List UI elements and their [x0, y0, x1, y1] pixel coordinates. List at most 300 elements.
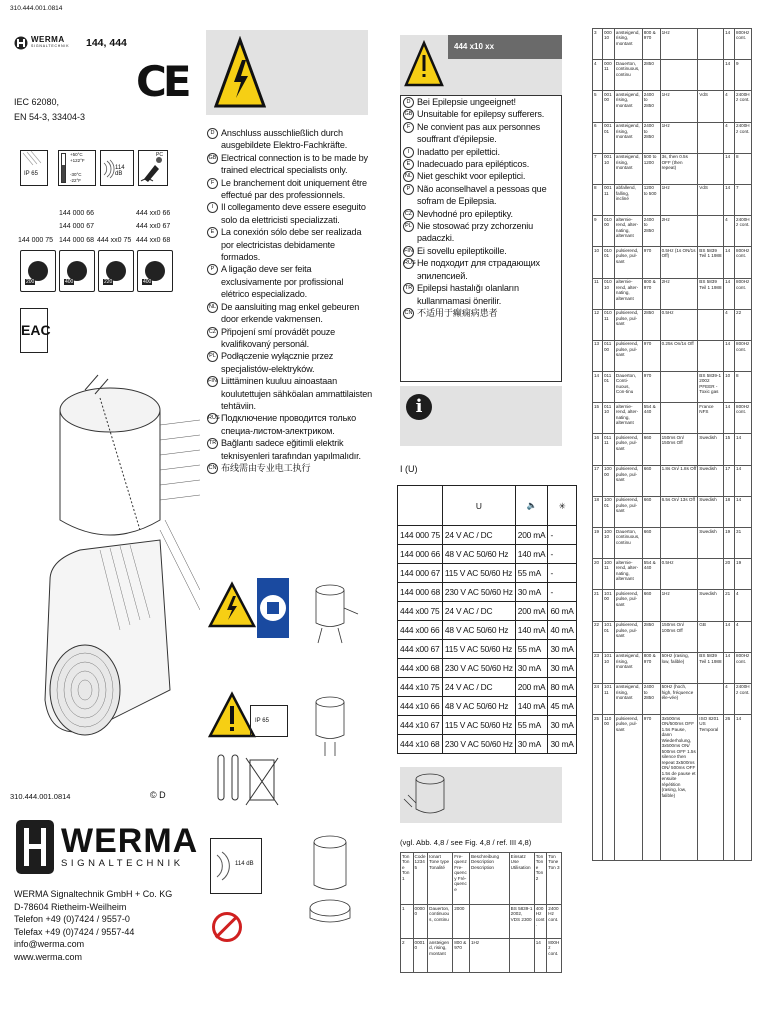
volt-col-type [398, 486, 443, 526]
tone-cell: 10 [593, 247, 603, 278]
pc-material-box [138, 150, 168, 186]
tone-row [593, 528, 752, 559]
temperature-box [58, 150, 96, 186]
tone-cell: 14 [724, 403, 735, 434]
db-label: 114 dB [115, 165, 125, 177]
epilepsy-header-panel [400, 35, 562, 95]
volt-cell: 48 V AC 50/60 Hz [442, 545, 515, 564]
volt-cell: 444 x10 67 [398, 716, 443, 735]
tone-cell: 800Hz cont. [735, 278, 752, 309]
tone-header-cell: Ton Tone Ton 3 [547, 853, 562, 905]
tone-cell: 3s, then 0.5s OFF (then repeat) [660, 153, 698, 184]
tone-cell: 19 [735, 559, 752, 590]
epilepsy-line-gb [403, 108, 559, 120]
tone-cell [698, 309, 724, 340]
tone-cell: 7 [735, 184, 752, 215]
tone-cell: 18 [724, 496, 735, 527]
tone-cell: ansteigend, rising, montant [614, 683, 642, 714]
tone-cell: 19 [724, 528, 735, 559]
tone-row [593, 403, 752, 434]
warning-line-f [207, 177, 373, 202]
fig-rotate-drawing [295, 830, 365, 925]
tone-cell: 01000 [602, 216, 614, 247]
tone-header-cell: Code 12345 [413, 853, 428, 905]
company-web[interactable]: www.werma.com [14, 951, 83, 962]
tone-cell: ansteigend, rising, montant [428, 939, 453, 973]
tone-cell: 13 [593, 340, 603, 371]
volt-cell: 230 V AC 50/60 Hz [442, 735, 515, 754]
tone-cell: 2 [401, 939, 414, 973]
tone-cell: ansteigend, rising, montant [614, 153, 642, 184]
tone-cell: 50Hz (hoch, high, fréquence éle-vée) [660, 683, 698, 714]
volt-col-u: U [442, 486, 515, 526]
tone-cell: 01011 [602, 309, 614, 340]
tone-cell: BS 5839 Teil 1 1988 [698, 652, 724, 683]
tone-cell: 14 [724, 247, 735, 278]
volt-cell: 30 mA [548, 716, 576, 735]
epilepsy-line-lang-code: FIN [403, 246, 414, 257]
company-city: D-78604 Rietheim-Weilheim [14, 901, 127, 912]
volt-cell: - [548, 526, 576, 545]
volt-cell: 140 mA [515, 697, 548, 716]
tone-cell: Swedish [698, 528, 724, 559]
volt-cell: 55 mA [515, 716, 548, 735]
tone-cell: 4 [724, 683, 735, 714]
prohibited-icon [212, 912, 242, 942]
tone-cell: 1Hz [469, 939, 509, 973]
warning-line-lang-code: FIN [207, 376, 218, 387]
tone-cell: 10111 [602, 683, 614, 714]
electrician-warning-list [207, 127, 373, 474]
part-444-66: 444 xx0 66 [136, 210, 171, 217]
volt-cell: 48 V AC 50/60 Hz [442, 621, 515, 640]
warning-line-lang-code: D [207, 128, 218, 139]
volt-row [398, 697, 577, 716]
tone-cell: 10100 [602, 590, 614, 621]
tone-cell: 2000 [453, 905, 470, 939]
volt-cell: 30 mA [548, 640, 576, 659]
tone-cell: 1Hz [660, 29, 698, 60]
power-rating-4: 400 [137, 250, 173, 292]
tone-cell: 01111 [602, 434, 614, 465]
tone-cell: 10001 [602, 496, 614, 527]
epilepsy-line-text: Nie stosować przy zchorzeniu padaczki. [417, 221, 534, 244]
epilepsy-line-p [403, 183, 559, 208]
warning-line-lang-code: TR [207, 438, 218, 449]
tone-cell: Dauerton, continuous, continu [614, 60, 642, 91]
tone-cell: alternie-rend, alter-nating, alternant [614, 278, 642, 309]
epilepsy-line-f [403, 121, 559, 146]
warning-line-d [207, 127, 373, 152]
tone-cell: 2850 [642, 60, 660, 91]
tone-cell: 20 [724, 559, 735, 590]
tone-header-cell: Ton Tone Ton 1 [401, 853, 414, 905]
epilepsy-line-text: Unsuitable for epilepsy sufferers. [417, 109, 545, 120]
company-phone: Telefon +49 (0)7424 / 9557-0 [14, 914, 130, 924]
voltage-current-table [397, 485, 577, 754]
warning-line-lang-code: I [207, 202, 218, 213]
volt-cell: 80 mA [548, 678, 576, 697]
tone-cell: BS 5839-1 2002 PFEER - Toxic gas [698, 372, 724, 403]
warning-line-e [207, 226, 373, 263]
warning-line-lang-code: E [207, 227, 218, 238]
tone-cell: 17 [724, 465, 735, 496]
tone-cell: 20 [593, 559, 603, 590]
tone-cell: 10 [724, 372, 735, 403]
epilepsy-model-tag: 444 x10 xx [448, 35, 562, 59]
volt-cell: 444 x00 67 [398, 640, 443, 659]
warning-line-lang-code: GB [207, 153, 218, 164]
tone-cell: 22 [593, 621, 603, 652]
electric-warning-icon [214, 36, 266, 112]
tone-cell: 00111 [602, 184, 614, 215]
epilepsy-line-text: Ne convient pas aux personnes souffrant d'épilepsie. [417, 121, 541, 145]
epilepsy-line-text: Niet geschikt voor epileptici. [417, 171, 526, 182]
warning-line-p [207, 263, 373, 300]
tone-cell: pulsierend, pulse, pul-sant [614, 340, 642, 371]
werma-emblem-icon [14, 36, 28, 50]
epilepsy-line-cn [403, 307, 559, 319]
warning-line-lang-code: F [207, 178, 218, 189]
volt-cell: 230 V AC 50/60 Hz [442, 583, 515, 602]
epilepsy-line-lang-code: TR [403, 283, 414, 294]
epilepsy-line-lang-code: I [403, 147, 414, 158]
tone-cell: 14 [735, 465, 752, 496]
tone-cell: 14 [534, 939, 547, 973]
tone-cell: 10011 [602, 559, 614, 590]
tone-setting-drawing [402, 769, 452, 821]
tone-cell: 400Hz cont. [534, 905, 547, 939]
tone-cell: 10101 [602, 621, 614, 652]
warning-line-text: Подключение проводится только специа-листом-электриком. [221, 413, 357, 436]
unplug-icon [257, 578, 289, 638]
tone-table-header-block [400, 852, 562, 973]
standard-1: IEC 62080, [14, 97, 60, 107]
tone-table [592, 28, 752, 861]
tone-cell: 14 [724, 652, 735, 683]
warning-line-lang-code: PL [207, 351, 218, 362]
warning-line-cn [207, 462, 373, 474]
fig-db-label: 114 dB [235, 861, 254, 867]
tone-row [593, 122, 752, 153]
volt-row [398, 716, 577, 735]
tone-cell: 2Hz [660, 216, 698, 247]
current-label: I (U) [400, 464, 418, 474]
tone-cell [698, 559, 724, 590]
volt-row [398, 640, 577, 659]
tone-cell: 12 [593, 309, 603, 340]
ip-label: IP 65 [24, 171, 38, 177]
eac-mark: EAC [20, 308, 48, 353]
volt-cell: 55 mA [515, 640, 548, 659]
tone-cell: 554 & 440 [642, 559, 660, 590]
tone-cell: 8 [735, 153, 752, 184]
tone-cell: 800Hz cont. [735, 247, 752, 278]
tone-cell: 9 [735, 60, 752, 91]
epilepsy-line-text: Não aconselhavel a pessoas que sofram de Epilepsia. [417, 183, 547, 207]
tone-cell: 7 [593, 153, 603, 184]
tone-cell: 800 & 970 [642, 652, 660, 683]
volt-cell: 30 mA [548, 735, 576, 754]
sound-waves-icon [102, 159, 116, 179]
tone-cell: 660 [642, 590, 660, 621]
tone-cell: 2400Hz cont. [735, 122, 752, 153]
tone-cell: pulsierend, pulse, pul-sant [614, 434, 642, 465]
tone-cell: abfallend, falling, incliné [614, 184, 642, 215]
warning-line-text: A ligação deve ser feita exclusivamente por profissional elétrico especializado. [221, 264, 344, 300]
tone-cell: 14 [593, 372, 603, 403]
speaker-icon: 🔈 [526, 500, 537, 510]
warning-line-lang-code: P [207, 264, 218, 275]
tone-cell: 150ms On/ 150ms Off [660, 434, 698, 465]
tone-cell: 2400 to 2850 [642, 216, 660, 247]
warning-line-pl [207, 350, 373, 375]
tone-cell: Dauerton, continuous, continu [428, 905, 453, 939]
warning-line-lang-code: NL [207, 302, 218, 313]
tone-cell: 660 [642, 496, 660, 527]
epilepsy-line-i [403, 146, 559, 158]
brand-sub-small: SIGNALTECHNIK [31, 44, 70, 48]
tone-cell: 3x500ms ON/500ms OFF 1.5s Pause, dann Wiederholung, 3x500ms ON/ 500ms OFF 1.5s silence then repeat 3x500ms ON/ 500ms OFF 1.5s de pause et ensuite répétition (rasing, low, falible) [660, 715, 698, 861]
fig-mounting-drawing [300, 578, 360, 648]
tone-row [593, 590, 752, 621]
volt-cell: 444 x00 68 [398, 659, 443, 678]
tone-row [593, 216, 752, 247]
epilepsy-line-lang-code: GB [403, 109, 414, 120]
epilepsy-line-lang-code: F [403, 122, 414, 133]
tone-cell: Swedish [698, 590, 724, 621]
tone-cell: 800 & 970 [642, 29, 660, 60]
tone-cell: 800 & 970 [453, 939, 470, 973]
epilepsy-line-text: Inadatto per epilettici. [417, 146, 500, 157]
tone-cell: 3 [593, 29, 603, 60]
power-rating-2: 400 [59, 250, 95, 292]
tone-cell: 01110 [602, 403, 614, 434]
company-address [14, 888, 172, 963]
tone-cell: 26 [724, 715, 735, 861]
volt-row [398, 564, 577, 583]
epilepsy-line-e [403, 158, 559, 170]
epilepsy-caution-icon [404, 39, 444, 91]
tone-cell [660, 403, 698, 434]
tone-cell: 2850 [642, 309, 660, 340]
epilepsy-line-nl [403, 170, 559, 182]
epilepsy-line-fin [403, 245, 559, 257]
volt-row [398, 678, 577, 697]
tone-cell: 14 [724, 153, 735, 184]
warning-header-panel [206, 30, 368, 115]
tone-cell: 9 [593, 216, 603, 247]
volt-cell: 444 x00 75 [398, 602, 443, 621]
tone-cell: 2Hz [660, 278, 698, 309]
werma-logo-small [14, 36, 69, 50]
epilepsy-line-lang-code: NL [403, 171, 414, 182]
see-figure-note: (vgl. Abb. 4,8 / see Fig. 4,8 / ref. III 4,8) [400, 838, 532, 847]
tone-cell: 14 [724, 29, 735, 60]
standard-2: EN 54-3, 33404-3 [14, 112, 86, 122]
tone-cell: 11 [593, 278, 603, 309]
product-illustration [40, 370, 200, 770]
tone-row [401, 939, 562, 973]
epilepsy-line-text: Не подходит для страдающих эпилепсией. [417, 258, 540, 281]
tone-cell: 1Hz [660, 184, 698, 215]
volt-row [398, 659, 577, 678]
volt-cell: 30 mA [548, 659, 576, 678]
tone-header-cell: Ionart Tone type Tonalité [428, 853, 453, 905]
tone-cell: 6.5s On/ 13s Off [660, 496, 698, 527]
volt-cell: 144 000 75 [398, 526, 443, 545]
volt-cell: 144 000 66 [398, 545, 443, 564]
tone-cell: Swedish [698, 465, 724, 496]
tone-cell: BS 5839-1 2002, VDS 2300 [509, 905, 534, 939]
tone-row [593, 278, 752, 309]
tone-cell: 14 [735, 715, 752, 861]
warning-line-cz [207, 326, 373, 351]
tone-row [401, 905, 562, 939]
temp-low-f: -22°F [70, 178, 82, 183]
tone-cell: 800Hz cont. [735, 403, 752, 434]
tone-cell: 4 [724, 122, 735, 153]
volt-cell: 140 mA [515, 621, 548, 640]
part-444-67: 444 xx0 67 [136, 223, 171, 230]
tone-cell [698, 122, 724, 153]
tone-row [593, 153, 752, 184]
tone-cell [698, 340, 724, 371]
tone-cell: 554 & 440 [642, 403, 660, 434]
warning-line-lang-code: RUS [207, 413, 218, 424]
tone-cell: 2400Hz cont. [735, 683, 752, 714]
tone-cell: 8 [735, 372, 752, 403]
tone-cell: Swedish [698, 496, 724, 527]
fig-shock-warning [206, 578, 258, 640]
warning-line-lang-code: CN [207, 463, 218, 474]
epilepsy-line-lang-code: E [403, 159, 414, 170]
tone-cell: 970 [642, 372, 660, 403]
doc-number-top: 310.444.001.0814 [10, 5, 63, 12]
power-rating-3: 220 [98, 250, 134, 292]
tone-cell: 14 [724, 278, 735, 309]
epilepsy-line-lang-code: P [403, 184, 414, 195]
volt-cell: 230 V AC 50/60 Hz [442, 659, 515, 678]
tone-cell [698, 216, 724, 247]
epilepsy-line-text: Inadecuado para epilépticos. [417, 159, 530, 170]
temp-low: -30°C [70, 172, 82, 177]
tone-cell: 4 [735, 621, 752, 652]
tone-cell: 970 [642, 247, 660, 278]
info-panel [400, 386, 562, 446]
fig-sound-box [210, 838, 262, 894]
volt-cell: 48 V AC 50/60 Hz [442, 697, 515, 716]
tone-cell: 14 [724, 340, 735, 371]
epilepsy-line-text: 不适用于癫痫病患者 [417, 307, 498, 318]
tone-cell: pulsierend, pulse, pul-sant [614, 496, 642, 527]
tone-cell: 19 [593, 528, 603, 559]
tone-cell: 1Hz [660, 91, 698, 122]
volt-cell: 444 x10 75 [398, 678, 443, 697]
tone-row [593, 60, 752, 91]
volt-cell: 115 V AC 50/60 Hz [442, 640, 515, 659]
tone-cell: ISO 8201 US Temporal [698, 715, 724, 861]
volt-cell: 200 mA [515, 526, 548, 545]
company-email[interactable]: info@werma.com [14, 939, 85, 949]
volt-cell: 115 V AC 50/60 Hz [442, 564, 515, 583]
tone-cell: 1200 to 500 [642, 184, 660, 215]
tone-cell: 660 [642, 528, 660, 559]
part-444-68: 444 xx0 68 [136, 237, 171, 244]
tone-cell: 00000 [413, 905, 428, 939]
tone-cell: 800Hz cont. [735, 29, 752, 60]
tone-cell: 2400Hz cont. [547, 905, 562, 939]
volt-cell: 444 x00 66 [398, 621, 443, 640]
tone-cell: 10000 [602, 465, 614, 496]
tone-cell: 660 [642, 465, 660, 496]
tone-cell: 21 [593, 590, 603, 621]
tone-cell [660, 528, 698, 559]
tone-cell: 0.5Hz [660, 559, 698, 590]
warning-line-text: De aansluiting mag enkel gebeuren door erkende vakmensen. [221, 301, 360, 325]
tone-cell: pulsierend, pulse, pul-sant [614, 309, 642, 340]
tone-cell [660, 60, 698, 91]
model-title: 144, 444 [86, 37, 127, 49]
tone-cell: 00110 [602, 153, 614, 184]
tone-cell: 00101 [602, 122, 614, 153]
tone-cell: 1Hz [660, 122, 698, 153]
tone-cell: 0.5Hz [660, 309, 698, 340]
tone-cell: ansteigend, rising, montant [614, 91, 642, 122]
tone-cell: 01010 [602, 278, 614, 309]
epilepsy-line-rus [403, 257, 559, 282]
tone-row [593, 683, 752, 714]
volt-row [398, 583, 577, 602]
pc-label: PC [156, 152, 163, 158]
volt-cell: 144 000 68 [398, 583, 443, 602]
tone-cell: 2400 to 2850 [642, 122, 660, 153]
tone-cell: 1 [401, 905, 414, 939]
volt-cell: 24 V AC / DC [442, 602, 515, 621]
tone-cell: 800Hz cont. [735, 340, 752, 371]
tone-cell: alternie-rend, alter-nating, alternant [614, 559, 642, 590]
ce-mark: CE [136, 57, 188, 106]
warning-line-fin [207, 375, 373, 412]
tone-row [593, 372, 752, 403]
volt-cell: 30 mA [515, 583, 548, 602]
volt-cell: 30 mA [515, 735, 548, 754]
tone-row [593, 465, 752, 496]
tone-cell: 10010 [602, 528, 614, 559]
temp-high: +50°C [70, 152, 83, 157]
tone-cell: pulsierend, pulse, pul-sant [614, 465, 642, 496]
tone-cell: 00011 [602, 60, 614, 91]
tone-cell: 00010 [602, 29, 614, 60]
tone-cell: Dauerton, continuous, continu [614, 528, 642, 559]
part-144-66: 144 000 66 [59, 210, 95, 217]
warning-line-text: Anschluss ausschließlich durch ausgebildete Elektro-Fachkräfte. [221, 128, 348, 151]
epilepsy-line-text: Ei sovellu epileptikoille. [417, 245, 507, 256]
tone-cell: 14 [724, 621, 735, 652]
volt-cell: 140 mA [515, 545, 548, 564]
tone-cell: 8 [593, 184, 603, 215]
fig-ip65-label: IP 65 [255, 718, 269, 724]
temp-high-f: +122°F [70, 158, 85, 163]
fig-disconnect-mains [257, 578, 289, 638]
tone-fig-panel [400, 767, 562, 823]
epilepsy-line-lang-code: PL [403, 221, 414, 232]
tone-cell: 150ms On/ 100ms Off [660, 621, 698, 652]
tone-row [593, 496, 752, 527]
epilepsy-line-text: Bei Epilepsie ungeeignet! [417, 97, 516, 107]
tone-cell: 970 [642, 715, 660, 861]
volt-col-light [548, 486, 576, 526]
